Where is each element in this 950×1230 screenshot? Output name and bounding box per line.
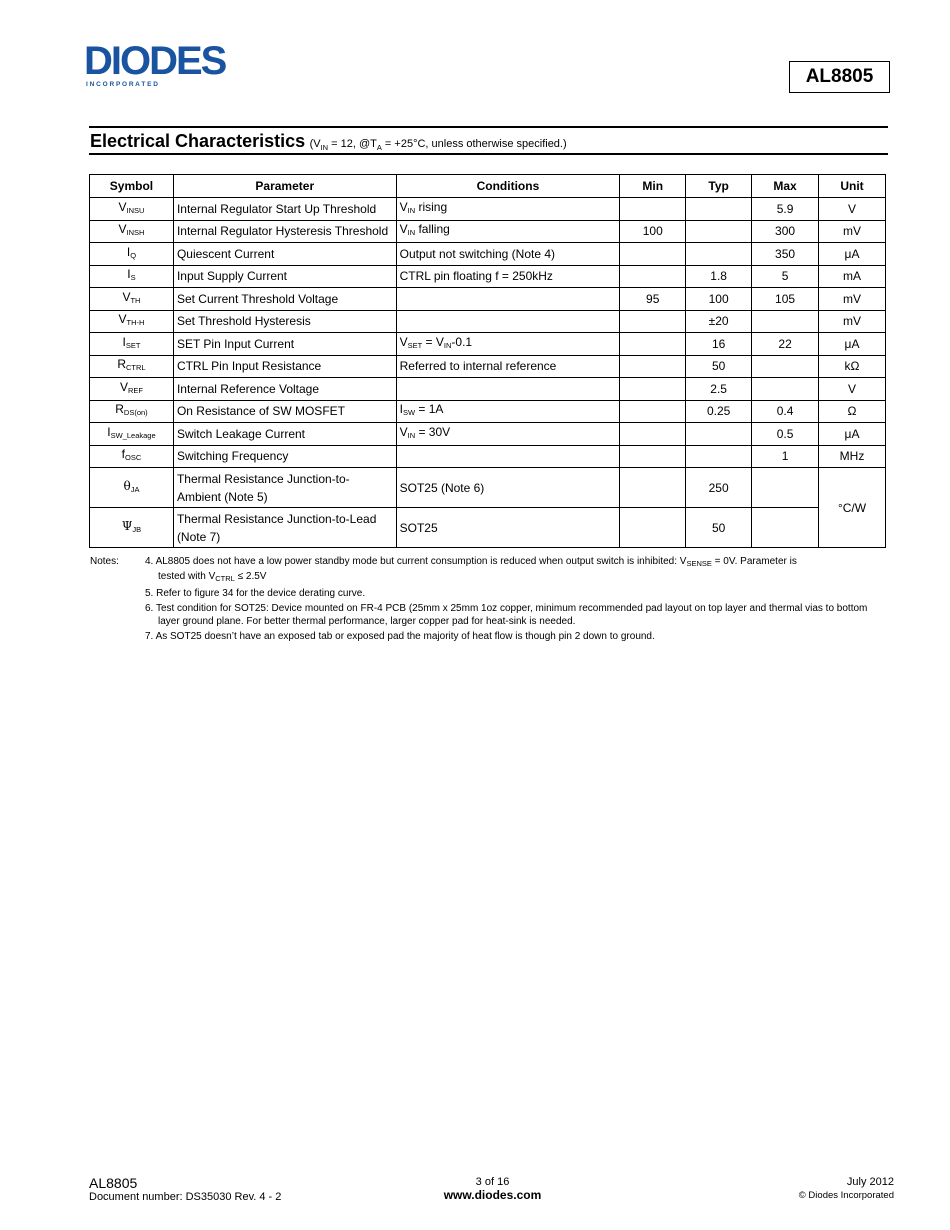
cell-min [620,355,686,378]
table-header-row [90,175,886,198]
cell-unit: μA [819,243,886,266]
cell-symbol: $V_{TH-H}$ [90,310,174,333]
cell-min [620,243,686,266]
cell-conditions [396,445,620,468]
cell-min [620,198,686,221]
col-header-symbol: Symbol [90,175,174,198]
cell-symbol: $\theta_{JA}$ [90,468,174,508]
cell-conditions: $V_{SET} = V_{IN}-0.1$ [396,333,620,356]
cell-typ: 50 [686,508,752,548]
table-row [90,288,886,311]
cell-unit: V [819,378,886,401]
cell-min [620,445,686,468]
note-5: 5. Refer to figure 34 for the device derating curve. [145,588,366,599]
cell-min: 95 [620,288,686,311]
cell-symbol: $I_{SET}$ [90,333,174,356]
cell-conditions: $V_{IN}$ rising [396,198,620,221]
cell-max [752,378,819,401]
cell-conditions [396,378,620,401]
cell-parameter: Input Supply Current [173,265,396,288]
table-row [90,243,886,266]
col-header-min: Min [620,175,686,198]
cell-parameter: Internal Regulator Start Up Threshold [173,198,396,221]
electrical-characteristics-table [89,174,886,548]
cell-conditions [396,310,620,333]
diodes-logo [84,40,254,90]
cell-unit: V [819,198,886,221]
cell-unit: mV [819,310,886,333]
cell-max [752,508,819,548]
cell-symbol: $f_{OSC}$ [90,445,174,468]
cell-max [752,355,819,378]
cell-symbol: $I_S$ [90,265,174,288]
cell-symbol: $V_{INSU}$ [90,198,174,221]
cell-min: 100 [620,220,686,243]
cell-conditions: $I_{SW} = 1A$ [396,400,620,423]
table-row [90,198,886,221]
cell-unit-merged: °C/W [819,468,886,548]
cell-unit: Ω [819,400,886,423]
cell-min [620,508,686,548]
title-top-rule [89,126,888,128]
cell-max: 5 [752,265,819,288]
table-row [90,333,886,356]
cell-typ: 16 [686,333,752,356]
cell-typ: ±20 [686,310,752,333]
cell-min [620,333,686,356]
cell-min [620,400,686,423]
cell-symbol: $V_{INSH}$ [90,220,174,243]
cell-max: 1 [752,445,819,468]
cell-max [752,310,819,333]
cell-symbol: $I_{SW\_Leakage}$ [90,423,174,446]
cell-unit: μA [819,423,886,446]
cell-parameter: Set Threshold Hysteresis [173,310,396,333]
cell-conditions: $V_{IN} = 30V$ [396,423,620,446]
cell-conditions: Referred to internal reference [396,355,620,378]
cell-symbol: $V_{REF}$ [90,378,174,401]
col-header-max: Max [752,175,819,198]
cell-parameter: Thermal Resistance Junction-to-Ambient (Note 5) [173,468,396,508]
cell-typ [686,423,752,446]
cell-unit: mV [819,220,886,243]
notes-body [145,555,880,645]
cell-parameter: Internal Reference Voltage [173,378,396,401]
cell-unit: mA [819,265,886,288]
footer-date: July 2012 [846,1176,894,1188]
table-row [90,220,886,243]
table-row [90,355,886,378]
cell-typ: 250 [686,468,752,508]
cell-parameter: On Resistance of SW MOSFET [173,400,396,423]
cell-parameter: CTRL Pin Input Resistance [173,355,396,378]
table-row [90,265,886,288]
cell-symbol: $R_{CTRL}$ [90,355,174,378]
table-row [90,400,886,423]
cell-parameter: Switch Leakage Current [173,423,396,446]
footer-doc-number: Document number: DS35030 Rev. 4 - 2 [89,1191,282,1203]
cell-min [620,310,686,333]
cell-unit: mV [819,288,886,311]
cell-parameter: Thermal Resistance Junction-to-Lead (Note 7) [173,508,396,548]
cell-max: 350 [752,243,819,266]
note-4: 4. AL8805 does not have a low power standby mode but current consumption is reduced when output switch is inhibited: $V_{SENSE} = 0V$. Parameter is tested with $V_{CTRL} \le 2.5V$ [145,556,797,583]
cell-typ [686,445,752,468]
cell-max: 300 [752,220,819,243]
cell-symbol: $I_Q$ [90,243,174,266]
section-heading: Electrical Characteristics [90,131,306,151]
cell-parameter: SET Pin Input Current [173,333,396,356]
col-header-conditions: Conditions [396,175,620,198]
cell-unit: kΩ [819,355,886,378]
cell-parameter: Internal Regulator Hysteresis Threshold [173,220,396,243]
col-header-unit: Unit [819,175,886,198]
footer-page: 3 of 16 [475,1176,510,1188]
footer-product: AL8805 [89,1175,138,1191]
cell-typ: 2.5 [686,378,752,401]
note-6: 6. Test condition for SOT25: Device mounted on FR-4 PCB (25mm x 25mm 1oz copper, minimum recommended pad layout on top layer and thermal vias to bottom layer ground plane. For better thermal performance, larger copper pad for heat-sink is needed. [145,603,868,627]
cell-max: 105 [752,288,819,311]
title-bottom-rule [89,153,888,155]
cell-typ: 100 [686,288,752,311]
cell-conditions: SOT25 [396,508,620,548]
table-row [90,310,886,333]
footer-website-link[interactable]: www.diodes.com [443,1188,542,1202]
cell-min [620,265,686,288]
cell-typ [686,243,752,266]
cell-typ: 50 [686,355,752,378]
cell-parameter: Switching Frequency [173,445,396,468]
cell-max: 0.5 [752,423,819,446]
logo-subtext: I N C O R P O R A T E D [86,81,158,88]
table-row [90,423,886,446]
cell-parameter: Set Current Threshold Voltage [173,288,396,311]
cell-min [620,423,686,446]
footer-right [799,1176,894,1202]
logo-wordmark: DIODES [84,40,226,83]
cell-conditions: $V_{IN}$ falling [396,220,620,243]
cell-unit: MHz [819,445,886,468]
part-number-box: AL8805 [789,61,890,93]
cell-conditions: SOT25 (Note 6) [396,468,620,508]
cell-min [620,468,686,508]
section-title [90,131,567,152]
table-row [90,378,886,401]
col-header-typ: Typ [686,175,752,198]
cell-typ [686,198,752,221]
cell-max [752,468,819,508]
cell-max: 0.4 [752,400,819,423]
cell-symbol: $\Psi_{JB}$ [90,508,174,548]
table-row [90,468,886,508]
notes-header: Notes: [90,556,119,567]
cell-typ: 1.8 [686,265,752,288]
cell-max: 22 [752,333,819,356]
cell-parameter: Quiescent Current [173,243,396,266]
section-conditions: ($V_{IN} = 12$, $@T_A = +25^\circ C$, unless otherwise specified.) [309,138,567,153]
cell-conditions: Output not switching (Note 4) [396,243,620,266]
cell-conditions: CTRL pin floating f = 250kHz [396,265,620,288]
footer-copyright: © Diodes Incorporated [798,1190,894,1201]
cell-symbol: $R_{DS(on)}$ [90,400,174,423]
table-row [90,445,886,468]
cell-conditions [396,288,620,311]
cell-unit: μA [819,333,886,356]
note-7: 7. As SOT25 doesn’t have an exposed tab or exposed pad the majority of heat flow is though pin 2 down to ground. [145,631,655,642]
table-row [90,508,886,548]
cell-max: 5.9 [752,198,819,221]
cell-symbol: $V_{TH}$ [90,288,174,311]
cell-typ [686,220,752,243]
cell-min [620,378,686,401]
col-header-parameter: Parameter [173,175,396,198]
cell-typ: 0.25 [686,400,752,423]
